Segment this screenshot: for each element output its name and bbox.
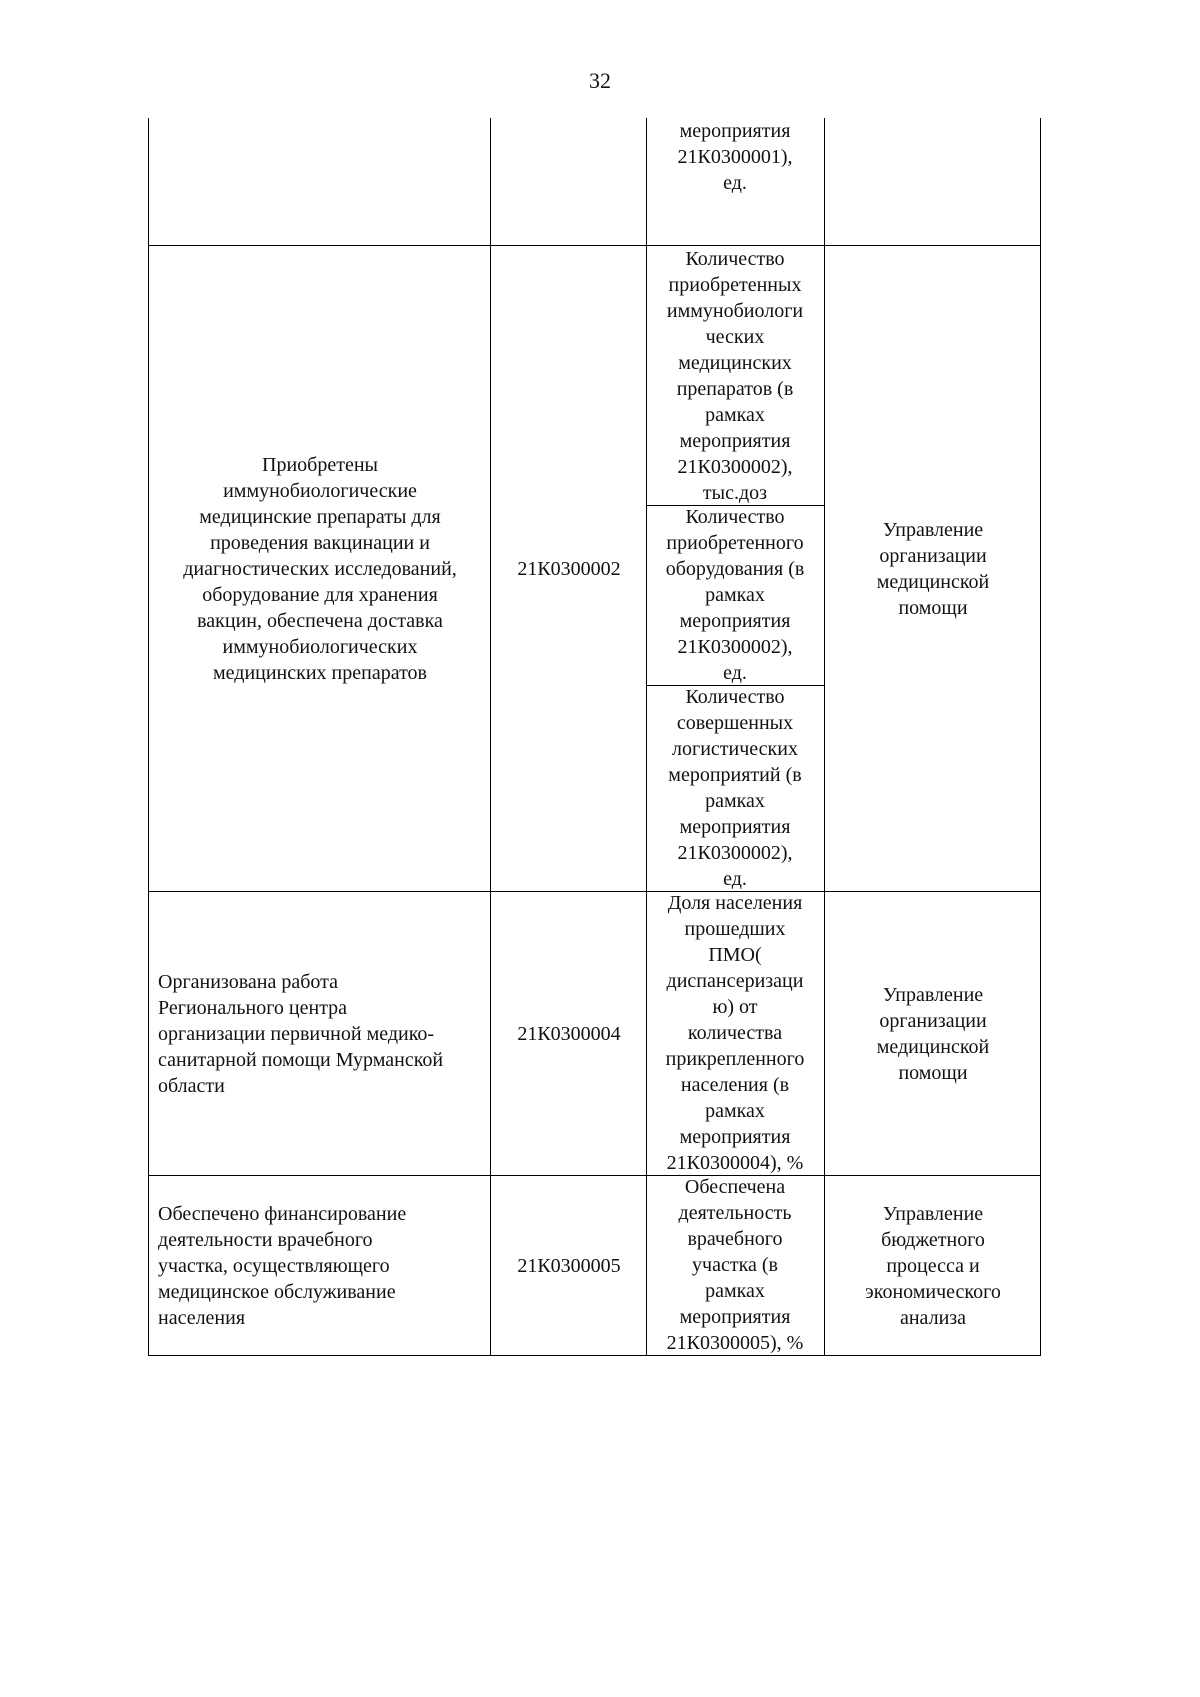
indicator-cell: Обеспечена деятельность врачебного участка (в рамках мероприятия 21К0300005), % — [666, 1176, 804, 1354]
code-cell: 21К0300002 — [517, 557, 621, 580]
page-number: 32 — [589, 68, 611, 93]
indicator-cell: мероприятия 21К0300001), ед. — [677, 120, 793, 194]
code-cell: 21К0300004 — [517, 1022, 621, 1045]
result-cell: Приобретены иммунобиологические медицинские препараты для проведения вакцинации и диагностических исследований, оборудование для хранения вакцин, обеспечена доставка иммунобиологических медицинских препаратов — [183, 453, 457, 684]
responsible-cell: Управление бюджетного процесса и экономического анализа — [865, 1202, 1001, 1329]
indicator-cell: Доля населения прошедших ПМО( диспансеризаци ю) от количества прикрепленного населения (в рамках мероприятия 21К0300004), % — [665, 892, 805, 1174]
column-divider-3 — [824, 118, 825, 1356]
code-cell: 21К0300005 — [517, 1254, 621, 1277]
indicator-cell: Количество приобретенного оборудования (в рамках мероприятия 21К0300002), ед. — [665, 506, 805, 684]
responsible-cell: Управление организации медицинской помощи — [876, 518, 990, 619]
indicator-cell: Количество совершенных логистических мероприятий (в рамках мероприятия 21К0300002), ед. — [668, 686, 802, 890]
indicators-table — [148, 118, 1041, 1356]
column-divider-1 — [490, 118, 491, 1356]
result-cell: Обеспечено финансирование деятельности врачебного участка, осуществляющего медицинское обслуживание населения — [158, 1202, 407, 1329]
responsible-cell: Управление организации медицинской помощи — [876, 983, 990, 1084]
table-border-right — [1040, 118, 1041, 1356]
indicator-cell: Количество приобретенных иммунобиологи ческих медицинских препаратов (в рамках мероприятия 21К0300002), тыс.доз — [666, 248, 804, 504]
result-cell: Организована работа Регионального центра организации первичной медико- санитарной помощи Мурманской области — [158, 970, 444, 1097]
column-divider-2 — [646, 118, 647, 1356]
table-border-bottom — [148, 1355, 1041, 1356]
table-border-left — [148, 118, 149, 1356]
